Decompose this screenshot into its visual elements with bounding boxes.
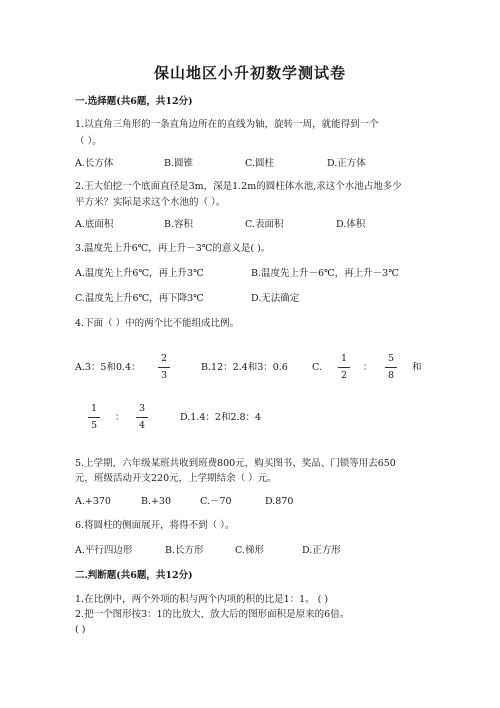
- q3-option-a: A.温度先上升6℃，再上升3℃: [75, 268, 204, 279]
- q6-option-b: B.长方形: [165, 545, 204, 556]
- q2-option-b: B.容积: [164, 219, 194, 230]
- question-5-text-cont: 元，班级活动开支220元，上学期结余（ ）元。: [75, 473, 277, 484]
- q5-option-b: B.+30: [141, 496, 172, 507]
- page-title: 保山地区小升初数学测试卷: [153, 64, 346, 82]
- q5-option-d: D.870: [265, 496, 294, 507]
- question-3-text: 3.温度先上升6℃，再上升－3℃的意义是( )。: [75, 243, 271, 254]
- question-1-blank: （ ）。: [75, 136, 102, 147]
- question-6-text: 6.将圆柱的侧面展开，将得不到（ ）。: [75, 520, 235, 531]
- q6-option-c: C.梯形: [235, 545, 264, 556]
- q4-option-d: D.1.4：2和2.8：4: [180, 412, 262, 423]
- judgment-2-blank: ( ): [75, 624, 86, 635]
- q3-option-d: D.无法确定: [251, 293, 300, 304]
- question-2-text-cont: 平方米？实际是求这个水池的（ ）。: [75, 197, 226, 208]
- q2-option-d: D.体积: [336, 219, 366, 230]
- q4-option-c: C.: [312, 362, 322, 373]
- q4-option-b: B.12：2.4和3：0.6: [201, 362, 288, 373]
- q1-option-c: C.圆柱: [245, 158, 274, 169]
- q4-option-c-fraction-3: 1 5: [87, 404, 101, 430]
- q3-option-c: C.温度先上升6℃，再下降3℃: [75, 293, 204, 304]
- q5-option-a: A.+370: [75, 496, 111, 507]
- q4-option-c-colon-2: ：: [115, 412, 125, 423]
- q4-option-a: A.3：5和0.4：: [75, 362, 141, 373]
- q1-option-d: D.正方体: [327, 158, 366, 169]
- judgment-1-text: 1.在比例中，两个外项的积与两个内项的积的比是1：1。 ( ): [75, 594, 329, 605]
- q2-option-c: C.表面积: [245, 219, 284, 230]
- q3-option-b: B.温度先上升－6℃，再上升－3℃: [251, 268, 399, 279]
- section-heading-judgment: 二.判断题(共6题，共12分): [75, 570, 193, 581]
- q1-option-b: B.圆锥: [164, 158, 194, 169]
- q1-option-a: A.长方体: [75, 158, 114, 169]
- q4-option-a-fraction: 2 3: [157, 354, 171, 380]
- section-heading-choice: 一.选择题(共6题，共12分): [75, 96, 193, 107]
- question-1-text: 1.以直角三角形的一条直角边所在的直线为轴，旋转一周，就能得到一个: [75, 119, 379, 130]
- q2-option-a: A.底面积: [75, 219, 114, 230]
- question-2-text: 2.王大伯挖一个底面直径是3m，深是1.2m的圆柱体水池,求这个水池占地多少: [75, 181, 402, 192]
- q6-option-d: D.正方形: [302, 545, 341, 556]
- judgment-2-text: 2.把一个图形按3：1的比放大，放大后的图形面积是原来的6倍。: [75, 609, 350, 620]
- q4-option-c-fraction-1: 1 2: [337, 354, 351, 380]
- q4-option-c-fraction-4: 3 4: [135, 404, 149, 430]
- question-4-text: 4.下面（ ）中的两个比不能组成比例。: [75, 318, 240, 329]
- q4-option-c-colon-1: ：: [363, 362, 373, 373]
- question-5-text: 5.上学期，六年级某班共收到班费800元，购买图书、奖品、门锁等用去650: [75, 458, 396, 469]
- q4-option-c-fraction-2: 5 8: [384, 354, 398, 380]
- q4-option-c-and: 和: [412, 362, 422, 373]
- q5-option-c: C.－70: [200, 496, 232, 507]
- q6-option-a: A.平行四边形: [75, 545, 133, 556]
